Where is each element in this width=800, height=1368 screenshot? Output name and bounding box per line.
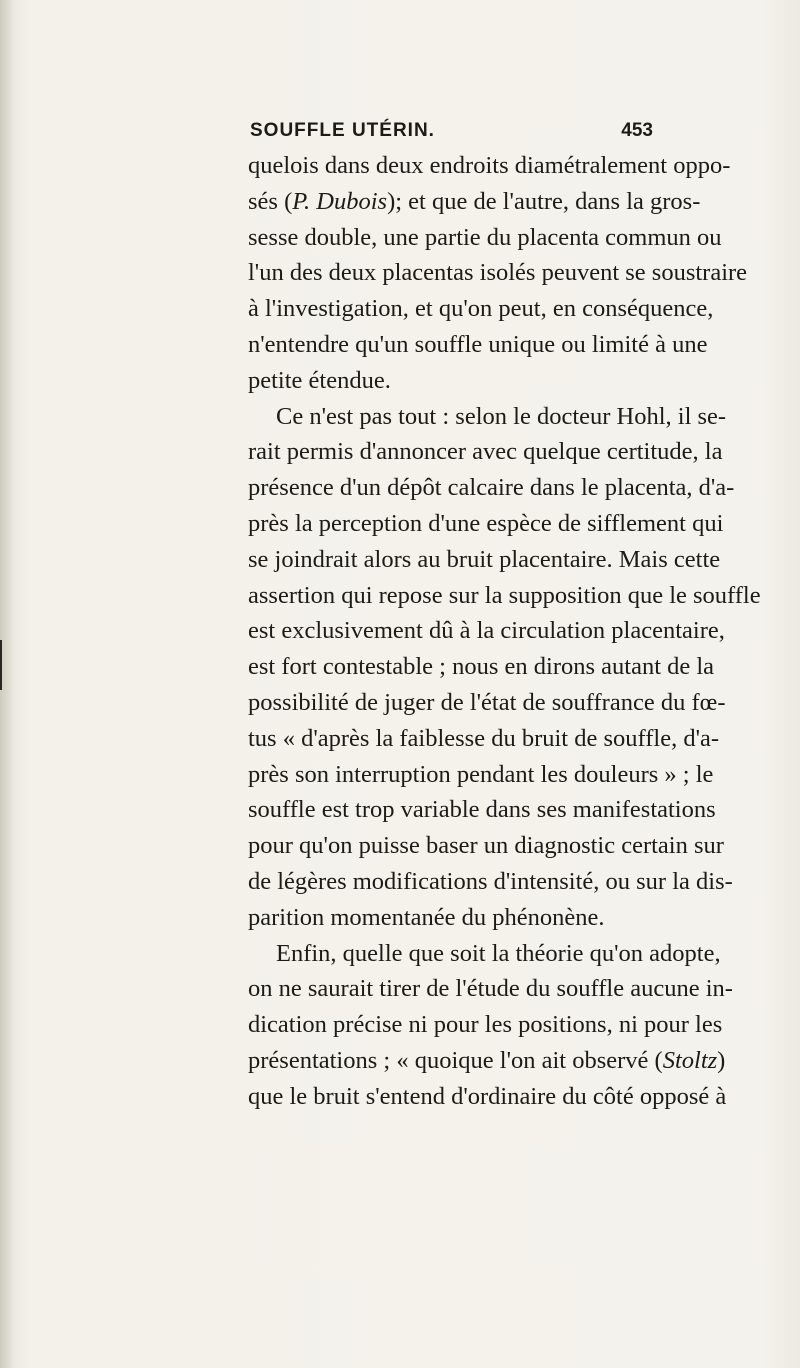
text-line: n'entendre qu'un souffle unique ou limité à une	[248, 330, 708, 358]
text-line: l'un des deux placentas isolés peuvent se soustraire	[248, 259, 748, 287]
text-line: pour qu'on puisse baser un diagnostic certain sur	[248, 832, 724, 860]
text-line: à l'investigation, et qu'on peut, en conséquence,	[248, 295, 714, 323]
text-line: assertion qui repose sur la supposition que le souffle	[248, 581, 761, 609]
margin-mark	[0, 640, 2, 690]
text-line: près son interruption pendant les douleurs » ; le	[248, 760, 714, 788]
text-line: de légères modifications d'intensité, ou sur la dis-	[248, 867, 733, 895]
text-line: rait permis d'annoncer avec quelque certitude, la	[248, 438, 723, 466]
text-line: tus « d'après la faiblesse du bruit de souffle, d'a-	[248, 724, 720, 752]
text-line: présence d'un dépôt calcaire dans le placenta, d'a-	[248, 474, 735, 502]
text-line: petite étendue.	[248, 366, 391, 394]
author-citation: P. Dubois	[292, 187, 388, 215]
text-line: dication précise ni pour les positions, ni pour les	[248, 1011, 723, 1039]
text-line: est fort contestable ; nous en dirons autant de la	[248, 653, 715, 681]
text-line: souffle est trop variable dans ses manifestations	[248, 796, 716, 824]
text-line: parition momentanée du phénonène.	[248, 903, 605, 931]
text-line: possibilité de juger de l'état de souffrance du fœ-	[248, 688, 726, 716]
text-line: Enfin, quelle que soit la théorie qu'on adopte,	[276, 939, 721, 967]
text-line: est exclusivement dû à la circulation placentaire,	[248, 617, 725, 645]
page-edge-shadow	[0, 0, 14, 1368]
body-text	[248, 148, 761, 1115]
text-line: on ne saurait tirer de l'étude du souffle aucune in-	[248, 975, 733, 1003]
running-head	[250, 120, 653, 148]
text-line: que le bruit s'entend d'ordinaire du côté opposé à	[248, 1082, 727, 1110]
text-line: quelois dans deux endroits diamétralement oppo-	[248, 152, 731, 179]
text-line: sesse double, une partie du placenta commun ou	[248, 223, 722, 251]
text-line: Ce n'est pas tout : selon le docteur Hohl, il se-	[276, 402, 727, 430]
author-citation: Stoltz	[662, 1046, 718, 1074]
running-title: SOUFFLE UTÉRIN.	[250, 120, 435, 141]
text-line: présentations ; « quoique l'on ait observé (Stoltz)	[248, 1046, 726, 1074]
text-line: près la perception d'une espèce de sifflement qui	[248, 509, 724, 537]
page-number: 453	[621, 120, 653, 141]
text-line: sés (P. Dubois); et que de l'autre, dans la gros-	[248, 187, 701, 215]
text-line: se joindrait alors au bruit placentaire. Mais cette	[248, 545, 721, 573]
